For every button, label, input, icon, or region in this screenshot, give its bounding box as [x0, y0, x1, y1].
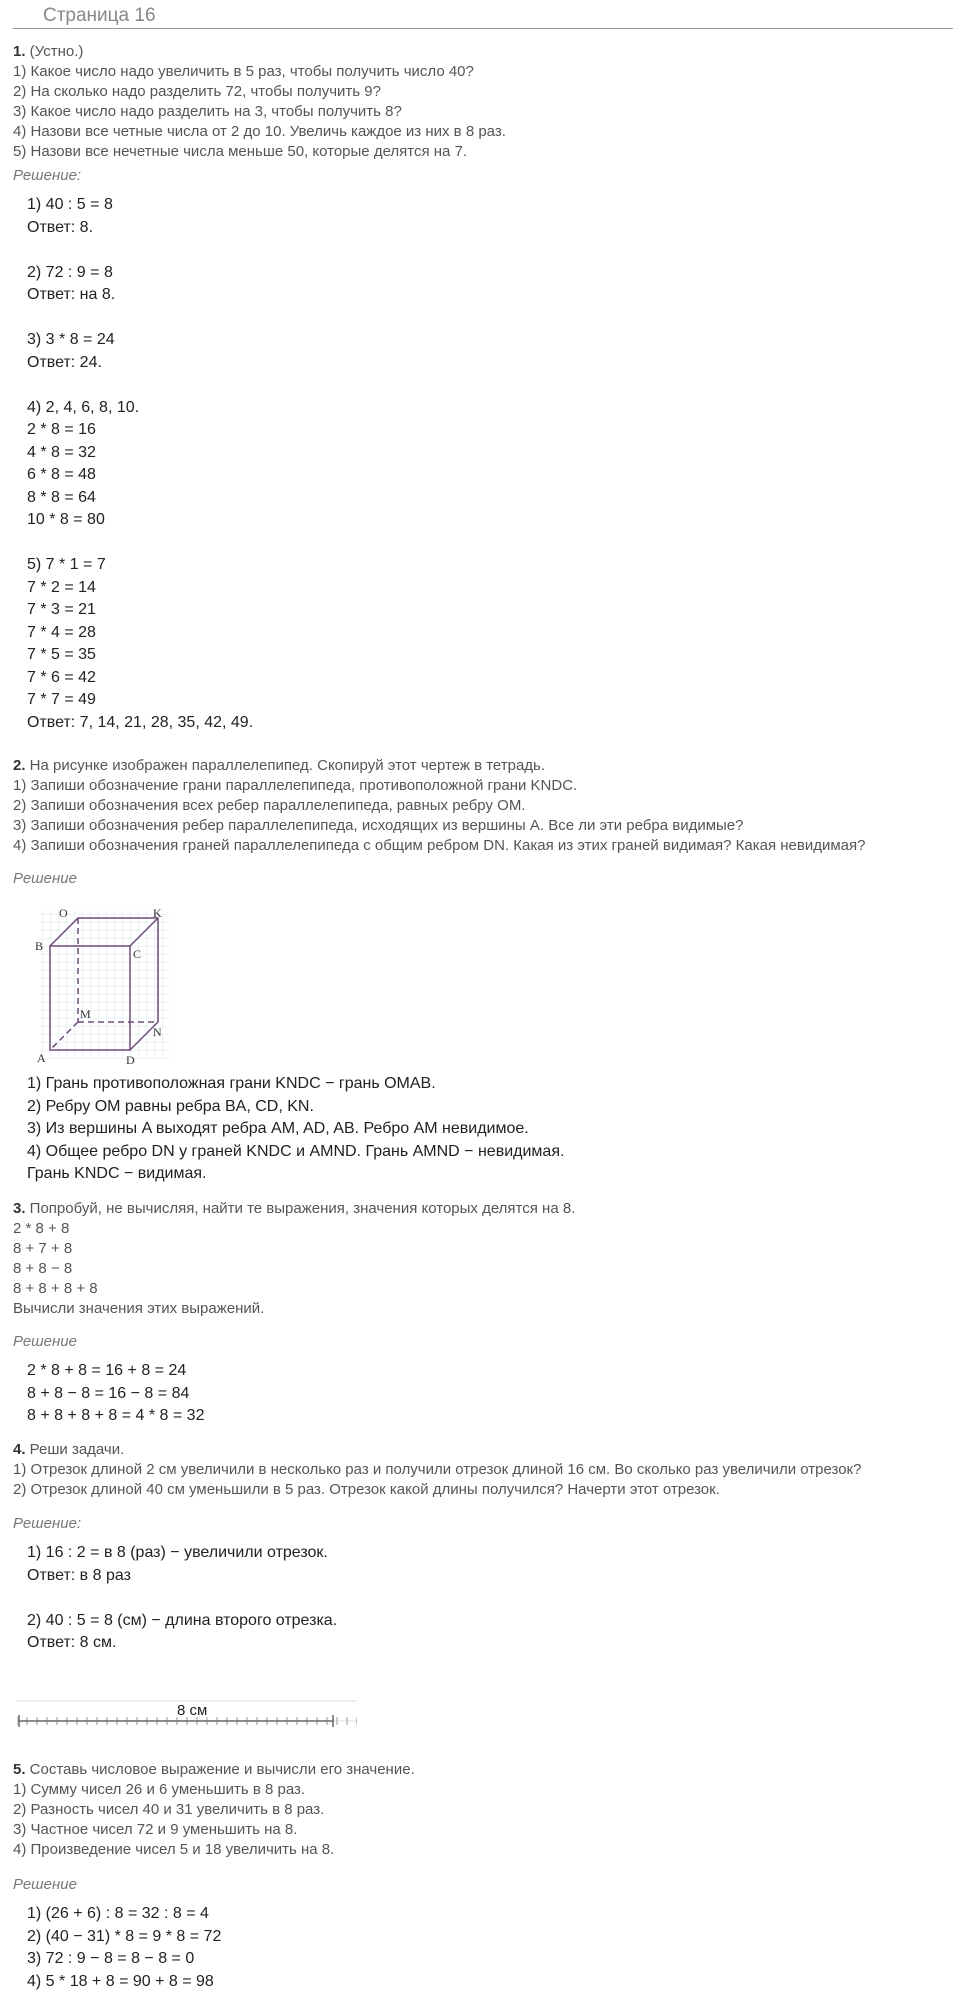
task-2-statement — [13, 756, 865, 856]
vertex-label-o: O — [59, 906, 68, 920]
page-header — [13, 2, 953, 29]
segment-label: 8 см — [177, 1702, 208, 1719]
task-line: 5) Назови все нечетные числа меньше 50, которые делятся на 7. — [13, 143, 468, 160]
task-line: 8 + 7 + 8 — [13, 1240, 73, 1257]
solution-line: 1) 40 : 5 = 8 — [27, 196, 113, 213]
solution-line: 1) 16 : 2 = в 8 (раз) − увеличили отрезок. — [27, 1544, 328, 1561]
vertex-label-a: A — [37, 1051, 46, 1065]
task-line: 1) Запиши обозначение грани параллелепипеда, противоположной грани KNDC. — [13, 777, 578, 794]
solution-line: Ответ: 8 см. — [27, 1634, 117, 1651]
solution-line: 3) Из вершины A выходят ребра AM, AD, AB. Ребро AM невидимое. — [27, 1120, 529, 1137]
task-line: 1) Какое число надо увеличить в 5 раз, чтобы получить число 40? — [13, 63, 474, 80]
solution-line: 2) (40 − 31) * 8 = 9 * 8 = 72 — [27, 1927, 222, 1945]
solution-line: 8 * 8 = 64 — [27, 488, 96, 506]
task-line: 4) Запиши обозначения граней параллелепипеда с общим ребром DN. Какая из этих граней видимая? Какая невидимая? — [13, 837, 866, 854]
solution-line: 7 * 4 = 28 — [27, 623, 96, 641]
task-1-statement — [13, 42, 506, 162]
task-intro: На рисунке изображен параллелепипед. Скопируй этот чертеж в тетрадь. — [25, 757, 546, 774]
solution-line: Ответ: в 8 раз — [27, 1566, 131, 1584]
solution-line: 7 * 3 = 21 — [27, 601, 96, 618]
task-intro: (Устно.) — [25, 43, 84, 60]
task-number: 1. — [13, 43, 26, 60]
solution-line: 2) 40 : 5 = 8 (см) − длина второго отрезка. — [27, 1611, 338, 1629]
solution-line: Ответ: 8. — [27, 218, 94, 236]
task-line: 4) Произведение чисел 5 и 18 увеличить на 8. — [13, 1841, 335, 1858]
solution-line: Ответ: на 8. — [27, 286, 116, 303]
solution-line: 10 * 8 = 80 — [27, 511, 105, 528]
task-intro: Реши задачи. — [25, 1441, 125, 1458]
solution-line: 7 * 6 = 42 — [27, 668, 96, 686]
parallelepiped-figure — [34, 906, 174, 1066]
solution-label: Решение — [13, 1876, 77, 1893]
task-2-intro — [13, 756, 865, 776]
task-line: 2) Запиши обозначения всех ребер параллелепипеда, равных ребру OM. — [13, 797, 526, 814]
solution-label: Решение — [13, 870, 77, 887]
solution-line: 2) 72 : 9 = 8 — [27, 263, 113, 281]
solution-line: 2) Ребру OM равны ребра BA, CD, KN. — [27, 1097, 314, 1115]
task-line: 8 + 8 − 8 — [13, 1260, 73, 1277]
solution-line: 4) Общее ребро DN у граней KNDC и AMND. Грань AMND − невидимая. — [27, 1142, 565, 1160]
solution-line: 6 * 8 = 48 — [27, 466, 96, 483]
grid-background — [40, 910, 170, 1060]
task-number: 3. — [13, 1200, 26, 1217]
solution-line: 5) 7 * 1 = 7 — [27, 556, 106, 573]
solution-line: 8 + 8 + 8 + 8 = 4 * 8 = 32 — [27, 1407, 205, 1424]
segment-ruler — [17, 1697, 357, 1737]
task-line: Вычисли значения этих выражений. — [13, 1300, 265, 1317]
solution-line: 4) 5 * 18 + 8 = 90 + 8 = 98 — [27, 1972, 214, 1990]
task-line: 2) На сколько надо разделить 72, чтобы получить 9? — [13, 83, 381, 100]
task-line: 2) Отрезок длиной 40 см уменьшили в 5 раз. Отрезок какой длины получился? Начерти этот отрезок. — [13, 1481, 720, 1498]
task-3-solution — [27, 1360, 204, 1428]
solution-line: Ответ: 7, 14, 21, 28, 35, 42, 49. — [27, 713, 254, 731]
solution-label: Решение: — [13, 1515, 82, 1532]
task-number: 4. — [13, 1441, 26, 1458]
task-intro: Попробуй, не вычисляя, найти те выражения, значения которых делятся на 8. — [25, 1200, 576, 1217]
task-4-statement — [13, 1440, 861, 1500]
task-3-intro — [13, 1199, 575, 1219]
vertex-label-n: N — [153, 1025, 162, 1039]
task-line: 3) Какое число надо разделить на 3, чтобы получить 8? — [13, 103, 402, 120]
solution-line — [27, 239, 253, 262]
solution-line: 8 + 8 − 8 = 16 − 8 = 84 — [27, 1384, 190, 1402]
solution-line: 3) 3 * 8 = 24 — [27, 331, 115, 348]
task-1-intro — [13, 42, 506, 62]
task-number: 2. — [13, 757, 26, 774]
solution-line: 2 * 8 + 8 = 16 + 8 = 24 — [27, 1362, 187, 1379]
solution-line: 3) 72 : 9 − 8 = 8 − 8 = 0 — [27, 1950, 195, 1967]
task-line: 3) Запиши обозначения ребер параллелепипеда, исходящих из вершины A. Все ли эти ребра видимые? — [13, 817, 744, 834]
solution-line: 4) 2, 4, 6, 8, 10. — [27, 398, 140, 416]
task-intro: Составь числовое выражение и вычисли его значение. — [25, 1761, 415, 1778]
task-line: 2 * 8 + 8 — [13, 1220, 70, 1237]
vertex-label-k: K — [153, 906, 162, 920]
task-line: 4) Назови все четные числа от 2 до 10. Увеличь каждое из них в 8 раз. — [13, 123, 506, 140]
solution-line: 7 * 2 = 14 — [27, 578, 96, 596]
task-3-statement — [13, 1199, 575, 1319]
task-line: 1) Отрезок длиной 2 см увеличили в несколько раз и получили отрезок длиной 16 см. Во сколько раз увеличили отрезок? — [13, 1461, 862, 1478]
task-2-solution — [27, 1073, 564, 1186]
task-5-intro — [13, 1760, 415, 1780]
task-number: 5. — [13, 1761, 26, 1778]
solution-line: Грань KNDC − видимая. — [27, 1165, 207, 1182]
solution-line: 1) Грань противоположная грани KNDC − грань OMAB. — [27, 1075, 436, 1092]
solution-label: Решение — [13, 1333, 77, 1350]
vertex-label-b: B — [35, 939, 44, 953]
page-title: Страница 16 — [43, 5, 156, 26]
solution-line — [27, 532, 253, 555]
task-4-intro — [13, 1440, 861, 1460]
task-line: 3) Частное чисел 72 и 9 уменьшить на 8. — [13, 1821, 298, 1838]
vertex-label-m: M — [80, 1007, 91, 1021]
task-line: 2) Разность чисел 40 и 31 увеличить в 8 раз. — [13, 1801, 325, 1818]
task-4-solution — [27, 1542, 337, 1655]
solution-line: 2 * 8 = 16 — [27, 421, 96, 438]
solution-label: Решение: — [13, 167, 82, 184]
task-5-statement — [13, 1760, 415, 1860]
task-line: 1) Сумму чисел 26 и 6 уменьшить в 8 раз. — [13, 1781, 306, 1798]
vertex-label-c: C — [133, 947, 142, 961]
task-5-solution — [27, 1903, 221, 1993]
task-line: 8 + 8 + 8 + 8 — [13, 1280, 98, 1297]
solution-line: 7 * 5 = 35 — [27, 646, 96, 663]
vertex-label-d: D — [126, 1053, 135, 1066]
solution-line: Ответ: 24. — [27, 353, 102, 371]
solution-line: 4 * 8 = 32 — [27, 443, 96, 461]
solution-line: 1) (26 + 6) : 8 = 32 : 8 = 4 — [27, 1905, 209, 1922]
solution-line — [27, 1587, 337, 1610]
solution-line — [27, 374, 253, 397]
solution-line — [27, 307, 253, 330]
task-1-solution — [27, 194, 253, 734]
solution-line: 7 * 7 = 49 — [27, 691, 96, 708]
